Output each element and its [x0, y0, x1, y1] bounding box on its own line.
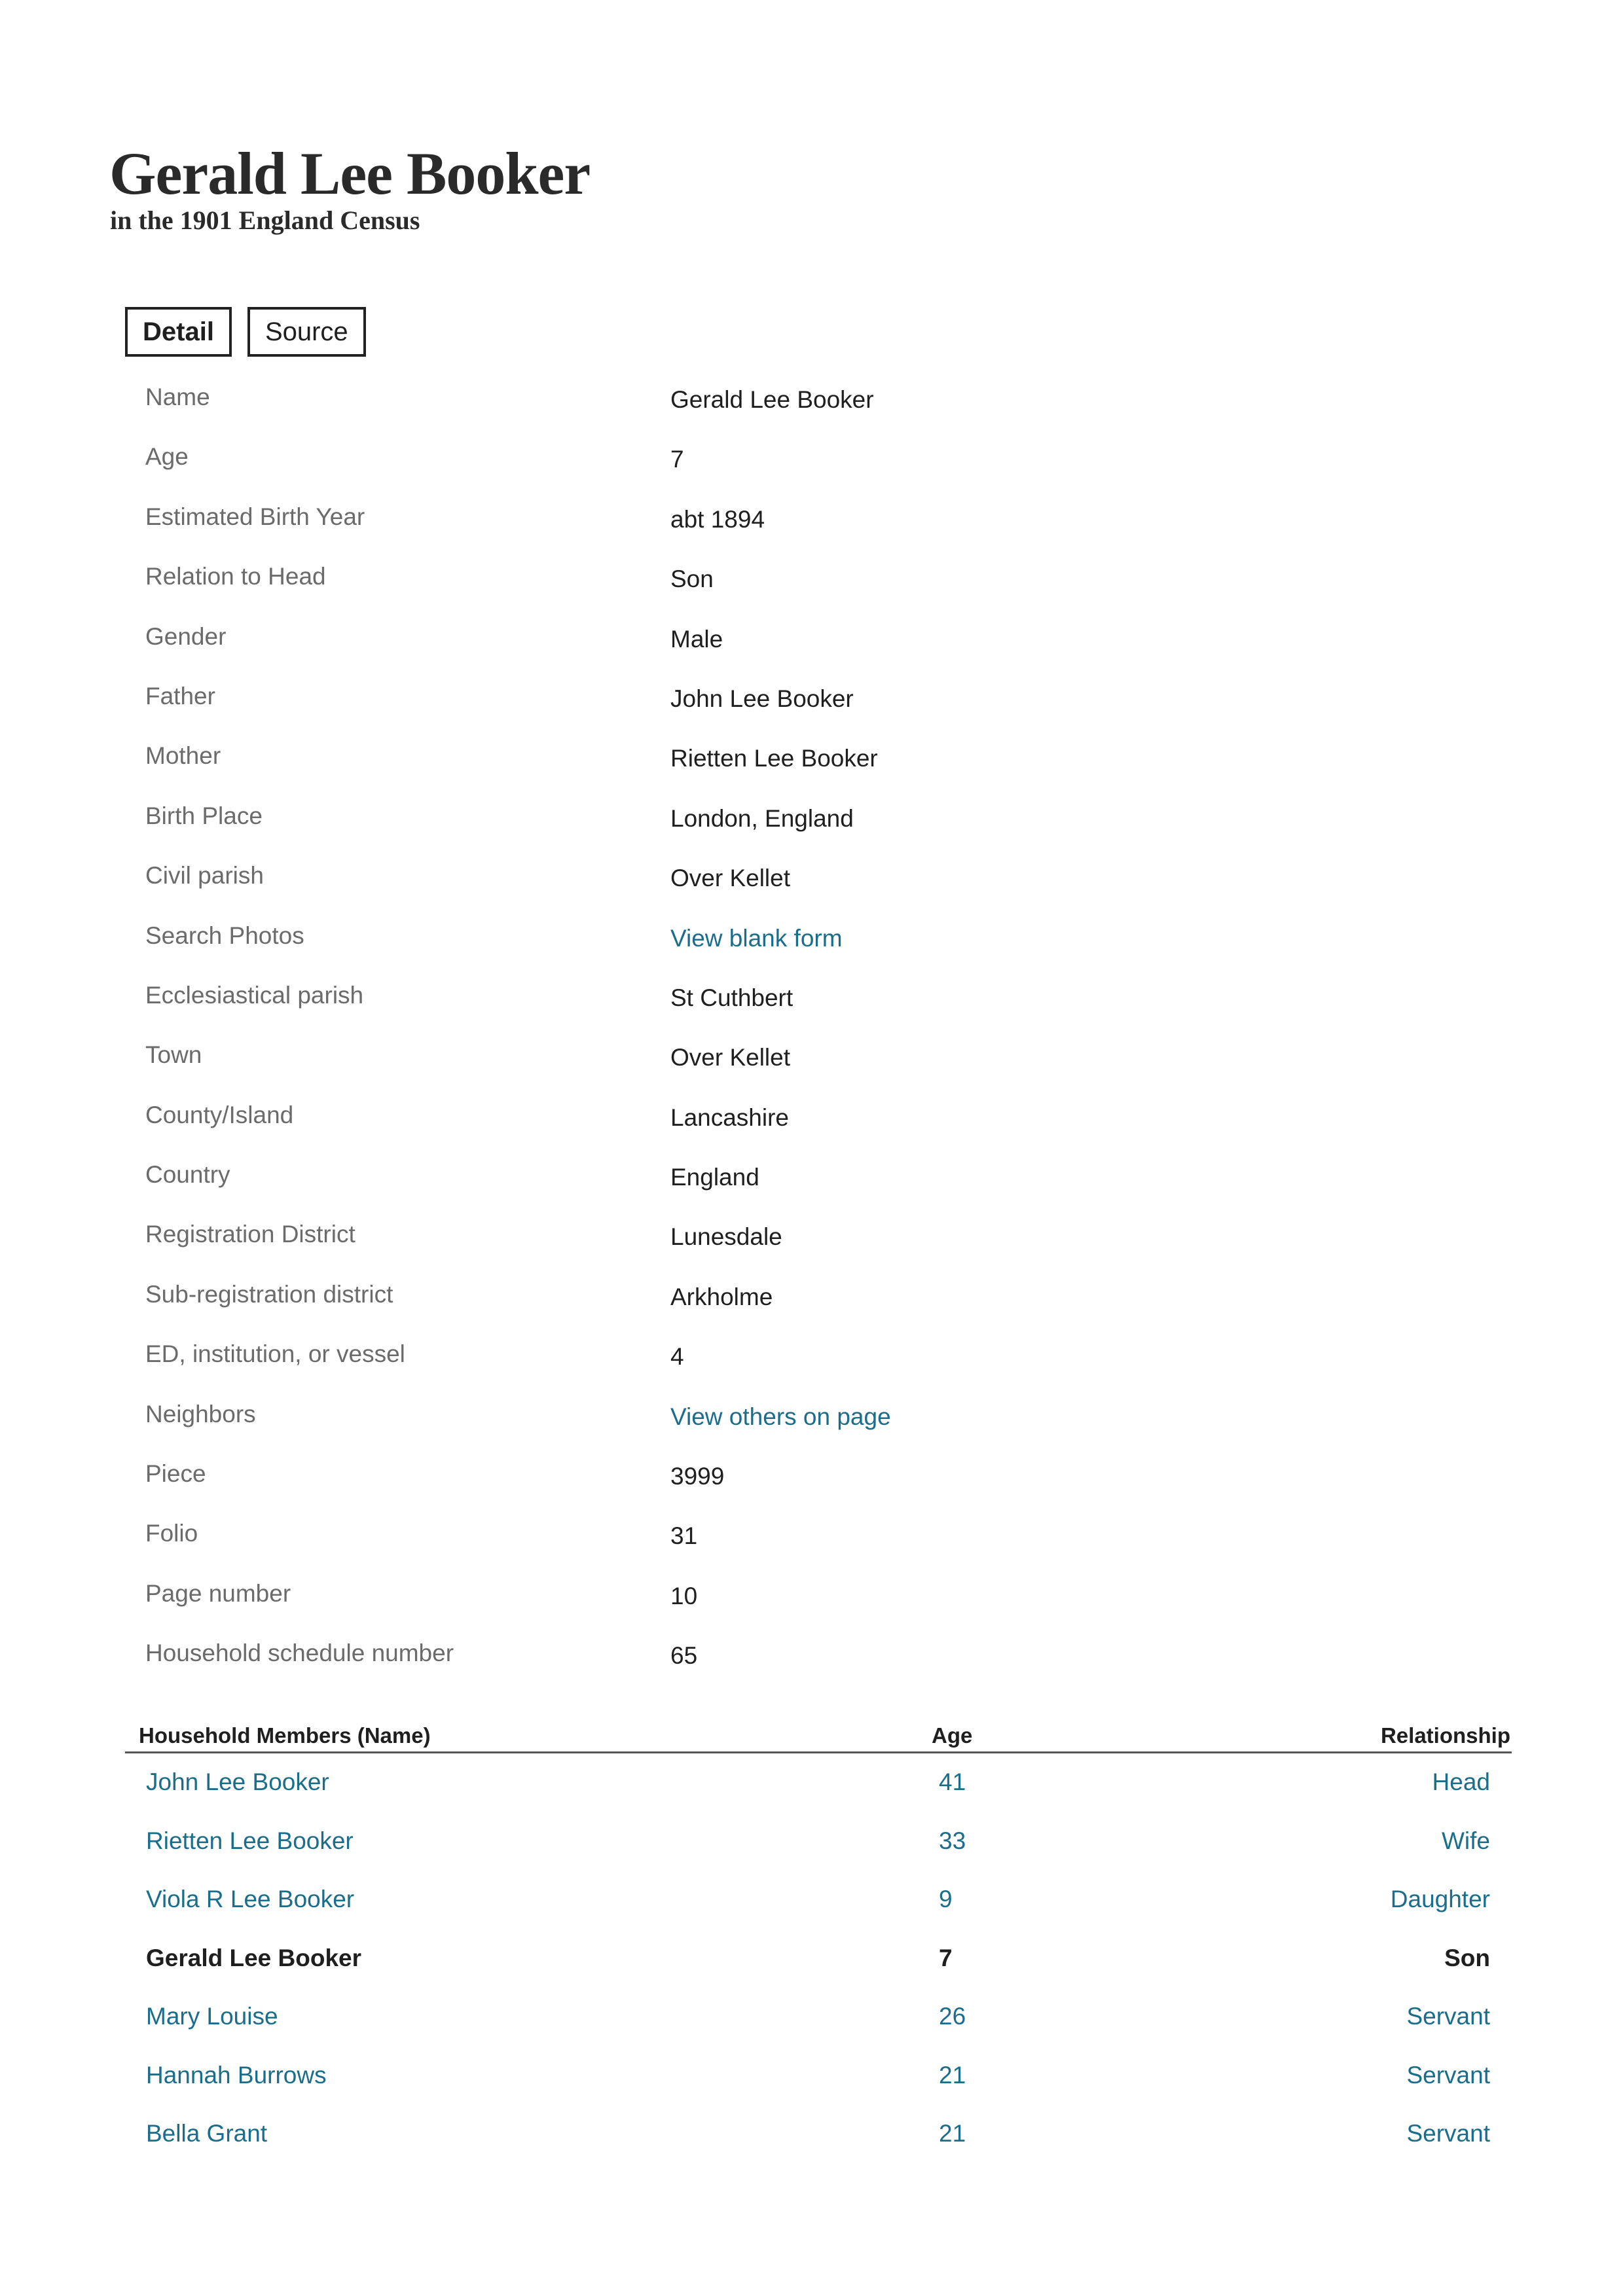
detail-label: County/Island	[145, 1101, 294, 1128]
member-name-link[interactable]: John Lee Booker	[146, 1768, 329, 1795]
detail-label: Household schedule number	[145, 1640, 454, 1667]
member-age: 9	[939, 1886, 953, 1912]
member-age: 26	[939, 2003, 966, 2030]
detail-value: Over Kellet	[670, 865, 791, 892]
detail-label: Mother	[145, 742, 221, 770]
view-others-on-page-link[interactable]: View others on page	[670, 1403, 891, 1430]
member-relationship: Servant	[1406, 2120, 1490, 2147]
column-header-age: Age	[932, 1723, 973, 1748]
detail-row-neighbors	[145, 1386, 1455, 1445]
detail-value: London, England	[670, 804, 854, 832]
detail-row-mother	[145, 727, 1455, 787]
column-header-name: Household Members (Name)	[139, 1723, 431, 1748]
detail-value: 3999	[670, 1463, 725, 1490]
member-age: 21	[939, 2120, 966, 2147]
detail-label: Estimated Birth Year	[145, 503, 365, 530]
detail-label: ED, institution, or vessel	[145, 1340, 405, 1368]
member-name-link[interactable]: Viola R Lee Booker	[146, 1886, 355, 1912]
member-age: 33	[939, 1827, 966, 1854]
member-relationship: Son	[1444, 1944, 1490, 1971]
detail-value: 31	[670, 1522, 698, 1550]
detail-label: Father	[145, 682, 215, 709]
tab-source[interactable]: Source	[247, 307, 366, 357]
member-relationship: Servant	[1406, 2003, 1490, 2030]
detail-label: Country	[145, 1161, 230, 1189]
table-row	[125, 1812, 1512, 1871]
detail-value: England	[670, 1164, 759, 1191]
table-row	[125, 2105, 1512, 2164]
detail-label: Town	[145, 1041, 202, 1069]
detail-value: 65	[670, 1642, 698, 1670]
detail-row-piece	[145, 1445, 1455, 1505]
detail-row-age	[145, 428, 1455, 488]
detail-value: 10	[670, 1582, 698, 1609]
detail-row-ecclesiastical-parish	[145, 967, 1455, 1026]
detail-label: Registration District	[145, 1221, 356, 1248]
detail-value: Son	[670, 565, 714, 593]
detail-value: Arkholme	[670, 1283, 773, 1310]
detail-row-county	[145, 1086, 1455, 1146]
table-row	[125, 1871, 1512, 1929]
detail-row-country	[145, 1146, 1455, 1206]
detail-value: Lancashire	[670, 1103, 790, 1131]
detail-label: Search Photos	[145, 922, 304, 949]
detail-row-civil-parish	[145, 847, 1455, 906]
detail-value: 7	[670, 446, 684, 473]
detail-label: Birth Place	[145, 802, 263, 829]
detail-value: Rietten Lee Booker	[670, 745, 878, 772]
member-age: 7	[939, 1944, 953, 1971]
member-name: Gerald Lee Booker	[146, 1944, 362, 1971]
table-row	[125, 2047, 1512, 2106]
member-name-link[interactable]: Mary Louise	[146, 2003, 278, 2030]
table-row	[125, 1753, 1512, 1812]
detail-row-town	[145, 1026, 1455, 1086]
detail-row-registration-district	[145, 1206, 1455, 1265]
detail-row-folio	[145, 1505, 1455, 1564]
member-age: 41	[939, 1768, 966, 1795]
detail-value: 4	[670, 1343, 684, 1371]
detail-row-ed	[145, 1325, 1455, 1385]
detail-row-search-photos	[145, 907, 1455, 967]
member-relationship: Wife	[1442, 1827, 1490, 1854]
detail-label: Folio	[145, 1520, 198, 1547]
detail-value: Over Kellet	[670, 1044, 791, 1071]
household-members-table	[125, 1715, 1512, 2164]
detail-label: Ecclesiastical parish	[145, 981, 364, 1009]
detail-label: Civil parish	[145, 862, 264, 889]
detail-value: abt 1894	[670, 505, 765, 533]
table-row-current-person	[125, 1929, 1512, 1988]
detail-label: Name	[145, 384, 210, 410]
detail-row-sub-registration-district	[145, 1266, 1455, 1325]
detail-label: Neighbors	[145, 1400, 256, 1427]
detail-list	[145, 368, 1455, 1685]
detail-row-birth-place	[145, 787, 1455, 847]
detail-row-page-number	[145, 1565, 1455, 1624]
record-tabs	[125, 307, 366, 357]
detail-value: Gerald Lee Booker	[670, 386, 874, 413]
table-row	[125, 1988, 1512, 2047]
detail-row-birth-year	[145, 488, 1455, 548]
detail-row-father	[145, 668, 1455, 727]
detail-label: Age	[145, 443, 189, 471]
member-name-link[interactable]: Hannah Burrows	[146, 2061, 327, 2089]
member-age: 21	[939, 2061, 966, 2089]
column-header-relationship: Relationship	[1380, 1723, 1510, 1748]
member-relationship: Head	[1432, 1768, 1490, 1795]
detail-value: Male	[670, 625, 723, 653]
detail-row-name	[145, 368, 1455, 428]
page-title: Gerald Lee Booker	[109, 140, 591, 207]
detail-row-relation	[145, 548, 1455, 607]
page-subtitle: in the 1901 England Census	[110, 206, 420, 235]
detail-value: St Cuthbert	[670, 984, 793, 1011]
member-relationship: Servant	[1406, 2061, 1490, 2089]
detail-row-gender	[145, 608, 1455, 668]
detail-label: Relation to Head	[145, 563, 326, 590]
tab-detail[interactable]: Detail	[125, 307, 232, 357]
view-blank-form-link[interactable]: View blank form	[670, 924, 843, 952]
detail-value: Lunesdale	[670, 1223, 782, 1251]
detail-label: Sub-registration district	[145, 1280, 393, 1308]
detail-label: Gender	[145, 622, 227, 650]
detail-label: Piece	[145, 1460, 206, 1488]
member-name-link[interactable]: Bella Grant	[146, 2120, 268, 2147]
member-name-link[interactable]: Rietten Lee Booker	[146, 1827, 354, 1854]
detail-label: Page number	[145, 1579, 291, 1607]
detail-value: John Lee Booker	[670, 685, 854, 712]
member-relationship: Daughter	[1390, 1886, 1490, 1912]
detail-row-household-schedule	[145, 1624, 1455, 1684]
household-table-header	[125, 1715, 1512, 1753]
